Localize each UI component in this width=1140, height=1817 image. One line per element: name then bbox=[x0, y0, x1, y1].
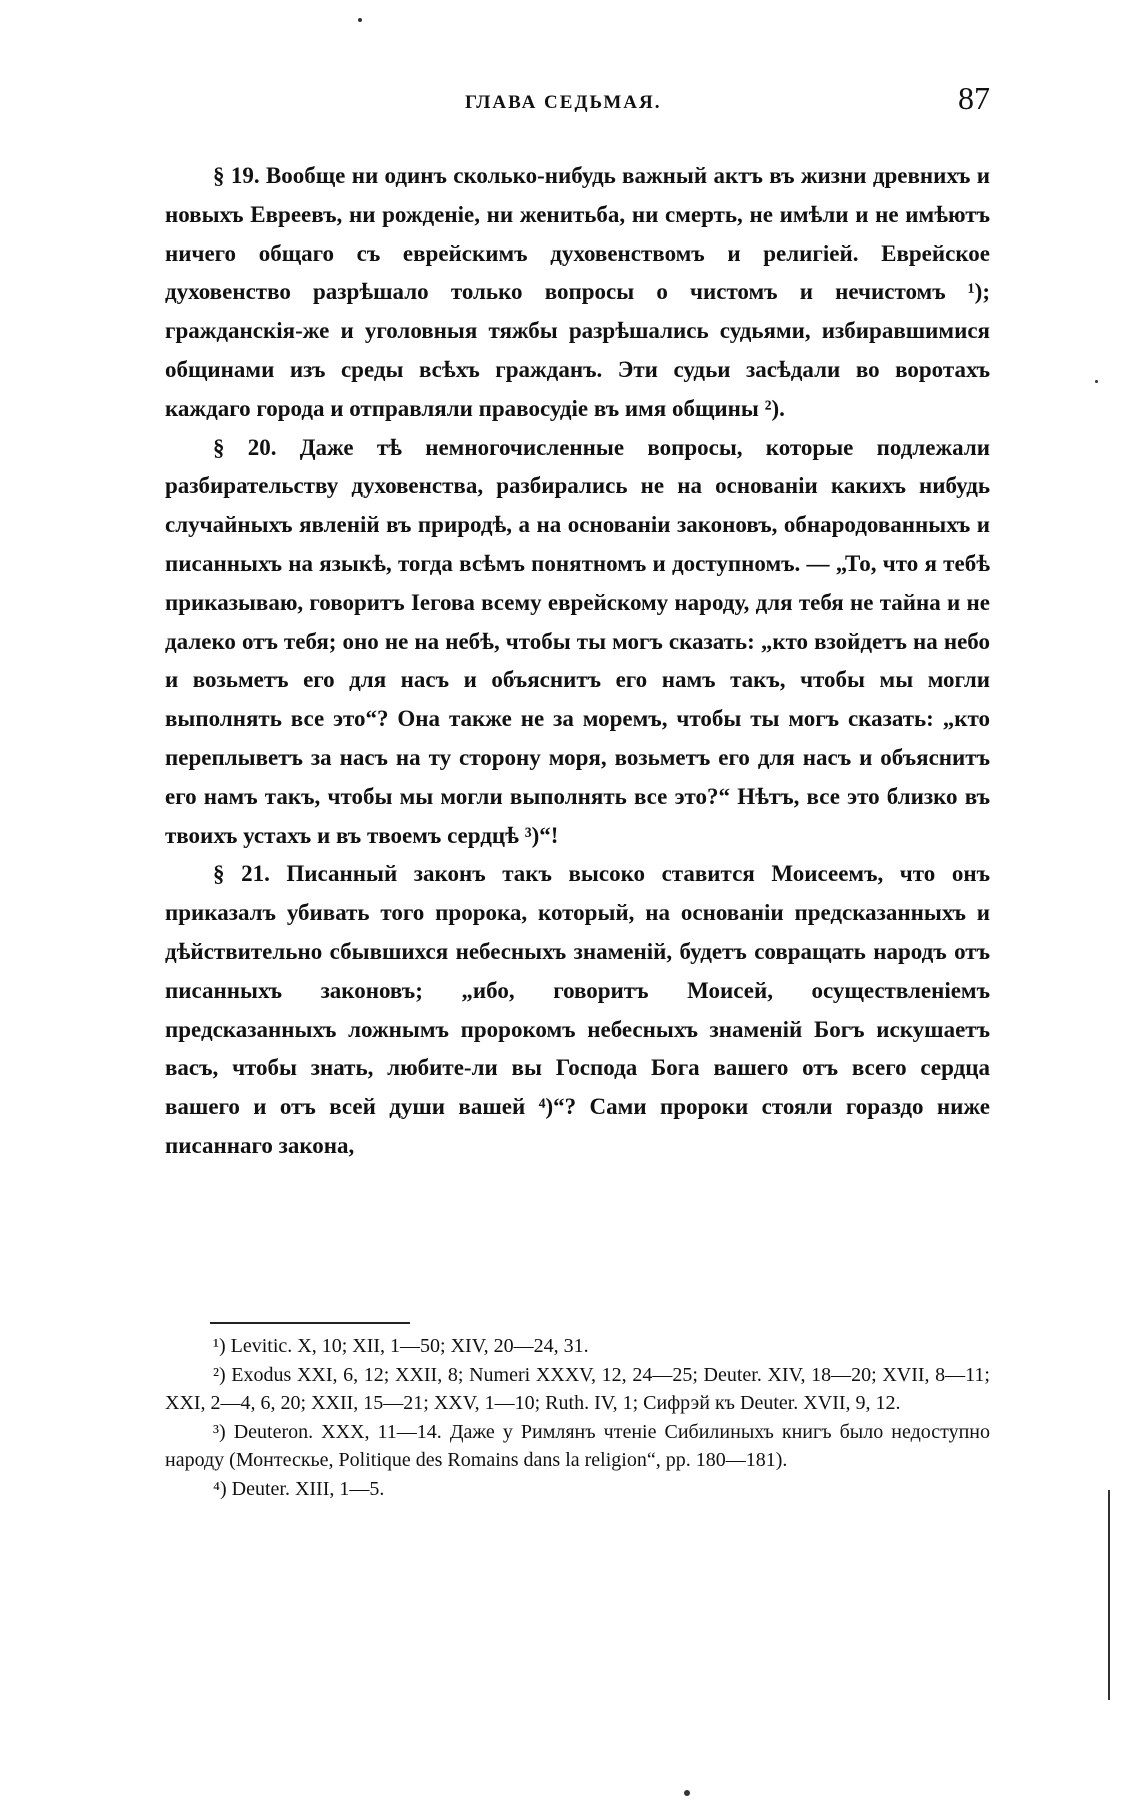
footnote-3: ³) Deuteron. XXX, 11—14. Даже у Римлянъ чтеніе Сибилиныхъ книгъ было недоступно народу (Монтескье, Politique des Romains dans la religion“, pp. 180—181). bbox=[165, 1420, 990, 1471]
scan-speck bbox=[684, 1790, 690, 1796]
footnote-4: ⁴) Deuter. XIII, 1—5. bbox=[213, 1477, 385, 1500]
footnotes bbox=[165, 1332, 990, 1503]
paragraph-19: § 19. Вообще ни одинъ сколько-нибудь важный актъ въ жизни древнихъ и новыхъ Евреевъ, ни рожденіе, ни женитьба, ни смерть, не имѣли и не имѣютъ ничего общаго съ еврейскимъ духовенствомъ и религіей. Еврейское духовенство разрѣшало только вопросы о чистомъ и нечистомъ ¹); гражданскія-же и уголовныя тяжбы разрѣшались судьями, избиравшимися общинами изъ среды всѣхъ гражданъ. Эти судьи засѣдали во воротахъ каждаго города и отправляли правосудіе въ имя общины ²). bbox=[165, 163, 990, 421]
page-header bbox=[165, 80, 990, 130]
main-text bbox=[165, 157, 990, 1166]
paragraph-21: § 21. Писанный законъ такъ высоко ставится Моисеемъ, что онъ приказалъ убивать того пророка, который, на основаніи предсказанныхъ и дѣйствительно сбывшихся небесныхъ знаменій, будетъ совращать народъ отъ писанныхъ законовъ; „ибо, говоритъ Моисей, осуществленіемъ предсказанныхъ ложнымъ пророкомъ небесныхъ знаменій Богъ искушаетъ васъ, чтобы знать, любите-ли вы Господа Бога вашего отъ всего сердца вашего и отъ всей души вашей ⁴)“? Сами пророки стояли гораздо ниже писаннаго закона, bbox=[165, 861, 990, 1158]
footnote-2: ²) Exodus XXI, 6, 12; XXII, 8; Numeri XXXV, 12, 24—25; Deuter. XIV, 18—20; XVII, 8—11; XXI, 2—4, 6, 20; XXII, 15—21; XXV, 1—10; Ruth. IV, 1; Сифрэй къ Deuter. XVII, 9, 12. bbox=[165, 1363, 990, 1414]
scan-margin-line bbox=[1108, 1490, 1110, 1700]
scan-speck bbox=[358, 18, 362, 22]
footnote-divider bbox=[210, 1322, 410, 1324]
scan-speck bbox=[1095, 380, 1098, 383]
running-head: ГЛАВА СЕДЬМАЯ. bbox=[465, 92, 662, 113]
paragraph-20: § 20. Даже тѣ немногочисленные вопросы, которые подлежали разбирательству духовенства, разбирались не на основаніи какихъ нибудь случайныхъ явленій въ природѣ, а на основаніи законовъ, обнародованныхъ и писанныхъ на языкѣ, тогда всѣмъ понятномъ и доступномъ. — „То, что я тебѣ приказываю, говоритъ Іегова всему еврейскому народу, для тебя не тайна и не далеко отъ тебя; оно не на небѣ, чтобы ты могъ сказать: „кто взойдетъ на небо и возьметъ его для насъ и объяснитъ его намъ такъ, чтобы мы могли выполнять все это“? Она также не за моремъ, чтобы ты могъ сказать: „кто переплыветъ за насъ на ту сторону моря, возьметъ его для насъ и объяснитъ его намъ такъ, чтобы мы могли выполнять все это?“ Нѣтъ, все это близко въ твоихъ устахъ и въ твоемъ сердцѣ ³)“! bbox=[165, 434, 990, 848]
footnote-1: ¹) Levitic. X, 10; XII, 1—50; XIV, 20—24, 31. bbox=[213, 1335, 589, 1357]
page-number: 87 bbox=[958, 80, 990, 116]
